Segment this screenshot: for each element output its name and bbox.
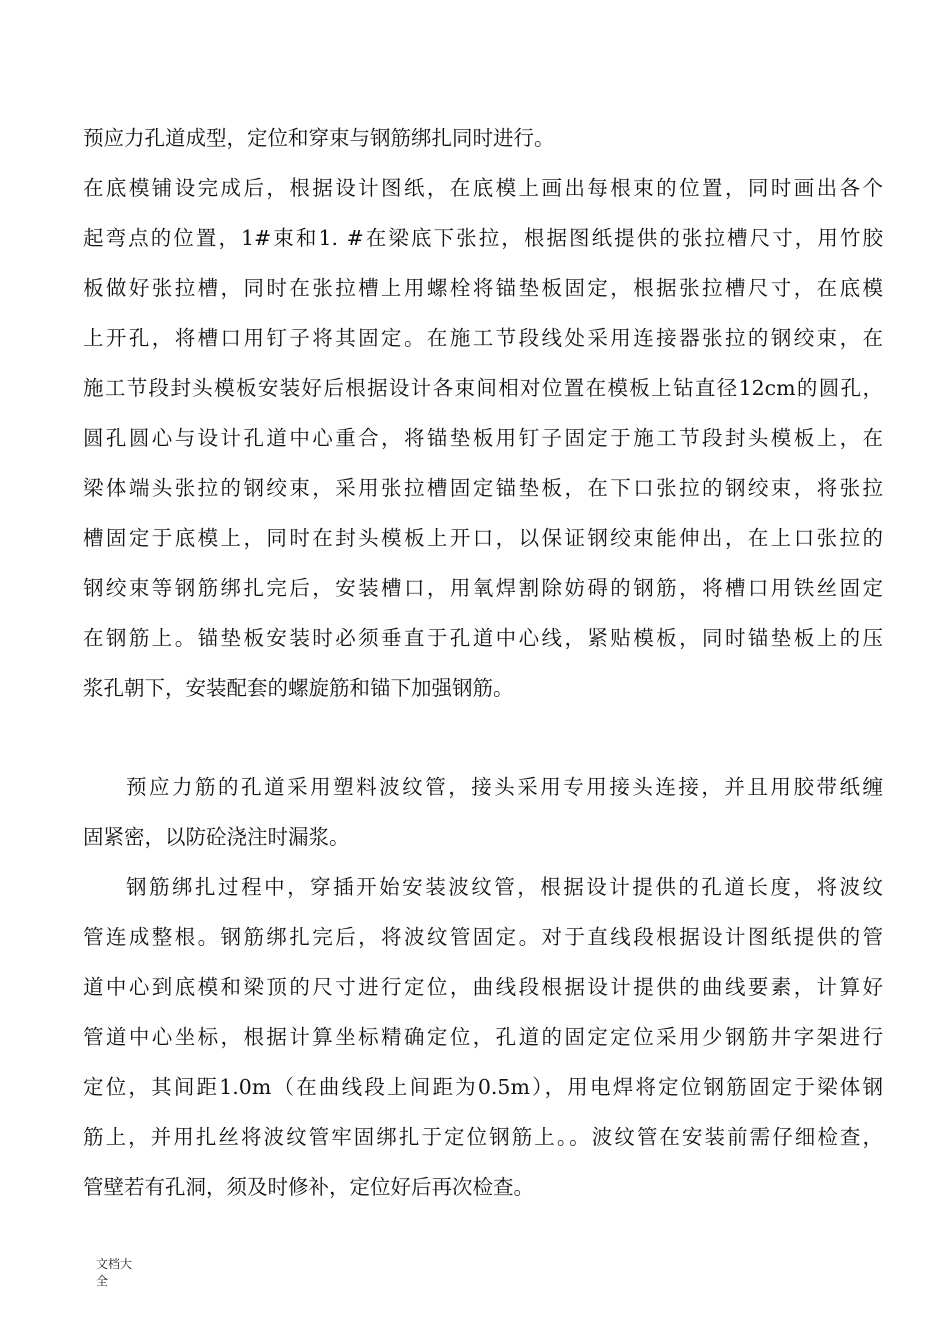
paragraph-line: 钢绞束等钢筋绑扎完后，安装槽口，用氧焊割除妨碍的钢筋，将槽口用铁丝固定 [83,576,883,600]
page-footer [96,1256,144,1290]
paragraph-line: 管壁若有孔洞，须及时修补，定位好后再次检查。 [83,1175,534,1199]
paragraph-line: 定位，其间距1.0m（在曲线段上间距为0.5m），用电焊将定位钢筋固定于梁体钢 [83,1075,883,1099]
paragraph-line: 管道中心坐标，根据计算坐标精确定位，孔道的固定定位采用少钢筋井字架进行 [83,1025,883,1049]
paragraph-line: 道中心到底模和梁顶的尺寸进行定位，曲线段根据设计提供的曲线要素，计算好 [83,975,883,999]
footer-text-line1: 文档大 [96,1257,133,1271]
paragraph-line: 预应力孔道成型，定位和穿束与钢筋绑扎同时进行。 [83,126,555,150]
paragraph-line: 施工节段封头模板安装好后根据设计各束间相对位置在模板上钻直径12cm的圆孔， [83,376,883,400]
footer-text-line2: 全 [96,1274,109,1288]
paragraph-line: 预应力筋的孔道采用塑料波纹管，接头采用专用接头连接，并且用胶带纸缠 [126,775,883,799]
paragraph-line: 在钢筋上。锚垫板安装时必须垂直于孔道中心线，紧贴模板，同时锚垫板上的压 [83,626,883,650]
paragraph-line: 在底模铺设完成后，根据设计图纸，在底模上画出每根束的位置，同时画出各个 [83,176,883,200]
paragraph-line: 浆孔朝下，安装配套的螺旋筋和锚下加强钢筋。 [83,676,514,700]
paragraph-line: 圆孔圆心与设计孔道中心重合，将锚垫板用钉子固定于施工节段封头模板上，在 [83,426,883,450]
paragraph-line: 梁体端头张拉的钢绞束，采用张拉槽固定锚垫板，在下口张拉的钢绞束，将张拉 [83,476,883,500]
paragraph-line: 管连成整根。钢筋绑扎完后，将波纹管固定。对于直线段根据设计图纸提供的管 [83,925,883,949]
paragraph-line: 固紧密，以防砼浇注时漏浆。 [83,825,350,849]
paragraph-line: 钢筋绑扎过程中，穿插开始安装波纹管，根据设计提供的孔道长度，将波纹 [126,875,883,899]
paragraph-line: 槽固定于底模上，同时在封头模板上开口，以保证钢绞束能伸出，在上口张拉的 [83,526,883,550]
paragraph-line: 筋上，并用扎丝将波纹管牢固绑扎于定位钢筋上。。波纹管在安装前需仔细检查， [83,1125,883,1149]
paragraph-line: 板做好张拉槽，同时在张拉槽上用螺栓将锚垫板固定，根据张拉槽尺寸，在底模 [83,276,883,300]
paragraph-line: 起弯点的位置，1#束和1. #在梁底下张拉，根据图纸提供的张拉槽尺寸，用竹胶 [83,226,883,250]
paragraph-line: 上开孔，将槽口用钉子将其固定。在施工节段线处采用连接器张拉的钢绞束，在 [83,326,883,350]
